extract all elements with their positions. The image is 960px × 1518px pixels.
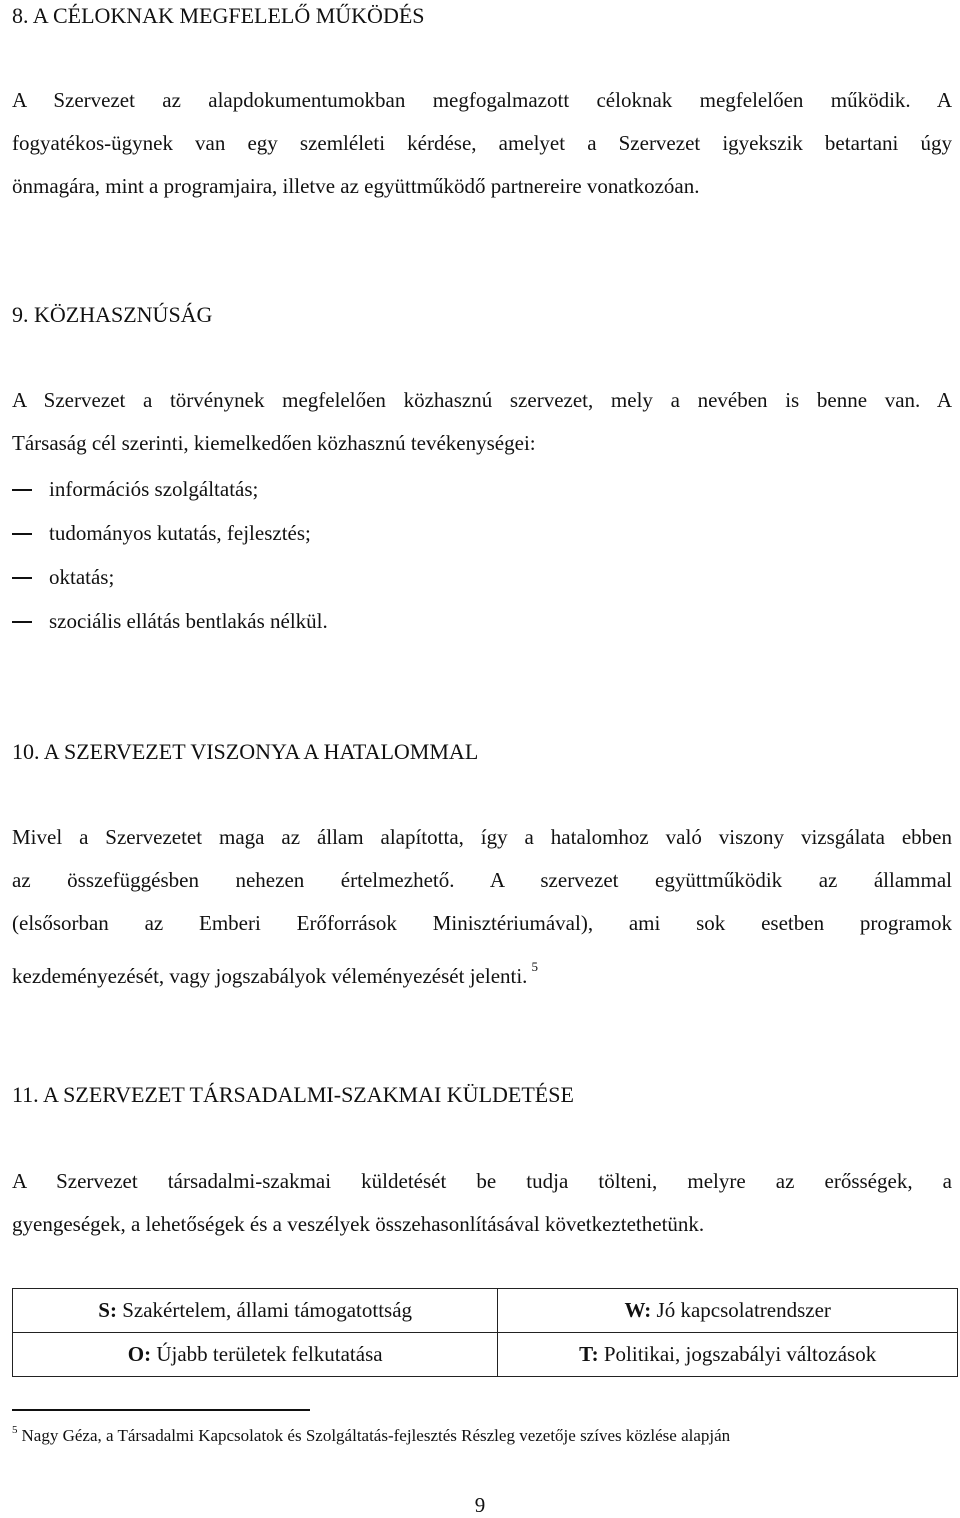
footnote-number: 5 bbox=[12, 1424, 18, 1436]
paragraph-line: Mivel a Szervezetet maga az állam alapította, így a hatalomhoz való viszony vizsgálata ebben bbox=[12, 825, 952, 849]
section-10-paragraph bbox=[12, 816, 952, 988]
swot-strengths-cell: S: Szakértelem, állami támogatottság bbox=[13, 1289, 498, 1333]
section-8-heading: 8. A CÉLOKNAK MEGFELELŐ MŰKÖDÉS bbox=[12, 3, 425, 28]
swot-weaknesses-cell: W: Jó kapcsolatrendszer bbox=[498, 1289, 958, 1333]
paragraph-line: önmagára, mint a programjaira, illetve az együttműködő partnereire vonatkozóan. bbox=[12, 174, 700, 198]
dash-bullet-icon bbox=[12, 533, 32, 535]
dash-bullet-icon bbox=[12, 489, 32, 491]
section-9-paragraph bbox=[12, 379, 952, 465]
list-item-text: oktatás; bbox=[49, 565, 115, 589]
table-row bbox=[13, 1289, 958, 1333]
footnote bbox=[12, 1424, 730, 1446]
list-item-text: információs szolgáltatás; bbox=[49, 477, 259, 501]
paragraph-line: gyengeségek, a lehetőségek és a veszélyek összehasonlításával következtethetünk. bbox=[12, 1212, 705, 1236]
footnote-reference[interactable]: 5 bbox=[531, 959, 538, 974]
list-item-text: tudományos kutatás, fejlesztés; bbox=[49, 521, 311, 545]
swot-threats-cell: T: Politikai, jogszabályi változások bbox=[498, 1333, 958, 1377]
section-8-paragraph bbox=[12, 79, 952, 208]
dash-bullet-icon bbox=[12, 577, 32, 579]
paragraph-line: az összefüggésben nehezen értelmezhető. A szervezet együttműködik az állammal bbox=[12, 868, 952, 892]
page-number: 9 bbox=[474, 1493, 486, 1517]
footnote-text: Nagy Géza, a Társadalmi Kapcsolatok és Szolgáltatás-fejlesztés Részleg vezetője szíves közlése alapján bbox=[21, 1426, 731, 1445]
table-row bbox=[13, 1333, 958, 1377]
section-10-heading: 10. A SZERVEZET VISZONYA A HATALOMMAL bbox=[12, 739, 479, 764]
paragraph-line: kezdeményezését, vagy jogszabályok véleményezését jelenti. $^5$ bbox=[12, 959, 538, 988]
footnote-divider bbox=[12, 1409, 310, 1411]
paragraph-line: Társaság cél szerinti, kiemelkedően közhasznú tevékenységei: bbox=[12, 431, 536, 455]
section-11-heading: 11. A SZERVEZET TÁRSADALMI-SZAKMAI KÜLDETÉSE bbox=[12, 1082, 574, 1107]
swot-table bbox=[12, 1288, 958, 1377]
paragraph-line: A Szervezet az alapdokumentumokban megfogalmazott céloknak megfelelően működik. A bbox=[12, 88, 952, 112]
dash-bullet-icon bbox=[12, 621, 32, 623]
paragraph-line: A Szervezet társadalmi-szakmai küldetését be tudja tölteni, melyre az erősségek, a bbox=[12, 1169, 952, 1193]
paragraph-line: fogyatékos-ügynek van egy szemléleti kérdése, amelyet a Szervezet igyekszik betartani úgy bbox=[12, 131, 952, 155]
list-item-text: szociális ellátás bentlakás nélkül. bbox=[49, 609, 328, 633]
swot-opportunities-cell: O: Újabb területek felkutatása bbox=[13, 1333, 498, 1377]
section-11-paragraph bbox=[12, 1160, 952, 1246]
paragraph-line: (elsősorban az Emberi Erőforrások Minisztériumával), ami sok esetben programok bbox=[12, 911, 952, 935]
section-9-heading: 9. KÖZHASZNÚSÁG bbox=[12, 302, 213, 327]
paragraph-line: A Szervezet a törvénynek megfelelően közhasznú szervezet, mely a nevében is benne van. A bbox=[12, 388, 952, 412]
